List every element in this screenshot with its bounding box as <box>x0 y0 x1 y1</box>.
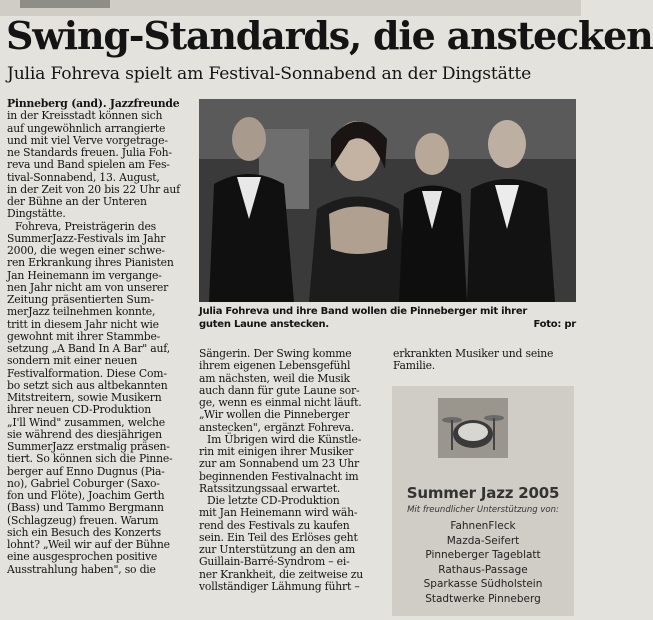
column-line: tiert. So können sich die Pinne- <box>7 452 173 466</box>
column-line: Im Übrigen wird die Künstle- <box>207 432 362 446</box>
column-line: bo setzt sich aus altbekannten <box>7 378 168 392</box>
column-line: „I'll Wind" zusammen, welche <box>7 415 165 429</box>
column-line: vollständiger Lähmung führt – <box>199 579 360 593</box>
column-line: fon und Flöte), Joachim Gerth <box>7 489 165 502</box>
column-line: rin mit einigen ihrer Musiker <box>199 445 354 458</box>
sponsor-item: Rathaus-Passage <box>438 563 528 576</box>
caption-line-2: guten Laune anstecken. <box>199 318 329 330</box>
column-line: berger auf Enno Dugnus (Pia- <box>7 464 165 478</box>
column-line: Ratssitzungssaal erwartet. <box>199 481 341 495</box>
column-line: auch dann für gute Laune sor- <box>199 383 360 397</box>
column-line: no), Gabriel Coburger (Saxo- <box>7 476 160 490</box>
article-subheadline: Julia Fohreva spielt am Festival-Sonnabend an der Dingstätte <box>7 64 532 84</box>
column-line: ren Erkrankung ihres Pianisten <box>7 256 174 270</box>
column-line: zur Unterstützung an den am <box>199 543 356 556</box>
column-line: eine ausgesprochen positive <box>7 550 158 564</box>
column-line: Pinneberg (and). Jazzfreunde <box>7 97 180 110</box>
sponsor-subtitle: Mit freundlicher Unterstützung von: <box>407 505 559 515</box>
column-line: ge, wenn es einmal nicht läuft. <box>199 396 362 409</box>
band-photo-image <box>199 99 576 302</box>
column-line: sondern mit einer neuen <box>7 354 138 368</box>
column-line: (Bass) und Tammo Bergmann <box>7 501 164 515</box>
column-line: ihrer neuen CD-Produktion <box>7 403 151 417</box>
column-line: ihrem eigenen Lebensgefühl <box>199 359 351 373</box>
column-line: Guillain-Barré-Syndrom – ei- <box>199 555 350 569</box>
column-line: sich ein Besuch des Konzerts <box>7 525 161 539</box>
drum-kit-image <box>438 398 508 458</box>
column-line: „Wir wollen die Pinneberger <box>199 408 350 422</box>
column-line: in der Kreisstadt können sich <box>7 109 163 123</box>
column-line: Die letzte CD-Produktion <box>207 494 340 507</box>
band-photo <box>199 99 576 302</box>
sponsor-list <box>392 519 574 607</box>
column-line: auf ungewöhnlich arrangierte <box>7 121 166 135</box>
article-column-3 <box>393 348 574 373</box>
sponsor-title: Summer Jazz 2005 <box>406 484 560 502</box>
column-line: Fohreva, Preisträgerin des <box>15 219 156 233</box>
column-line: Ausstrahlung haben", so die <box>7 562 156 576</box>
column-line: ne Standards freuen. Julia Foh- <box>7 146 172 159</box>
column-line: Zeitung präsentierten Sum- <box>7 293 154 306</box>
column-line: SummerJazz erstmalig präsen- <box>7 440 170 453</box>
column-line: in der Zeit von 20 bis 22 Uhr auf <box>7 182 180 196</box>
column-line: beginnenden Festivalnacht im <box>199 469 359 483</box>
sponsor-item: Sparkasse Südholstein <box>423 578 543 591</box>
column-line: erkrankten Musiker und seine <box>393 347 554 360</box>
column-line: setzung „A Band In A Bar" auf, <box>7 342 170 355</box>
column-line: 2000, die wegen einer schwe- <box>7 244 165 257</box>
column-line: ner Krankheit, die zeitweise zu <box>199 567 364 581</box>
column-line: anstecken", ergänzt Fohreva. <box>199 420 355 434</box>
caption-line-1: Julia Fohreva und ihre Band wollen die Pinneberger mit ihrer <box>199 306 528 317</box>
column-line: lohnt? „Weil wir auf der Bühne <box>7 538 170 551</box>
column-line: reva und Band spielen am Fes- <box>7 158 170 172</box>
column-line: Sängerin. Der Swing komme <box>199 347 352 360</box>
column-line: sie während des diesjährigen <box>7 427 162 441</box>
photo-credit: Foto: pr <box>533 318 576 330</box>
sponsor-item: FahnenFleck <box>450 520 516 532</box>
column-line: SummerJazz-Festivals im Jahr <box>7 231 166 245</box>
column-line: (Schlagzeug) freuen. Warum <box>7 513 159 527</box>
article-column-1 <box>7 98 193 576</box>
article-headline: Swing-Standards, die anstecken <box>6 13 653 58</box>
sponsor-item: Stadtwerke Pinneberg <box>425 592 541 605</box>
column-line: gewohnt mit ihrer Stammbe- <box>7 329 161 343</box>
top-strip-bar <box>20 0 110 8</box>
article-column-2 <box>199 348 387 593</box>
sponsor-item: Pinneberger Tageblatt <box>425 549 541 562</box>
column-line: nen Jahr nicht am von unserer <box>7 280 169 294</box>
sponsor-item: Mazda-Seifert <box>446 534 520 547</box>
column-line: zur am Sonnabend um 23 Uhr <box>199 457 359 471</box>
column-line: rend des Festivals zu kaufen <box>199 518 350 532</box>
column-line: Jan Heinemann im vergange- <box>7 268 162 282</box>
column-line: tival-Sonnabend, 13. August, <box>7 170 160 184</box>
column-line: Mitstreitern, sowie Musikern <box>7 391 162 404</box>
column-line: tritt in diesem Jahr nicht wie <box>7 317 159 331</box>
column-line: Familie. <box>393 359 436 373</box>
column-line: Dingstätte. <box>7 207 66 221</box>
column-line: am nächsten, weil die Musik <box>199 371 350 385</box>
photo-caption <box>199 306 576 331</box>
column-line: Festivalformation. Diese Com- <box>7 366 167 380</box>
column-line: der Bühne an der Unteren <box>7 195 147 208</box>
column-line: mit Jan Heinemann wird wäh- <box>199 506 358 520</box>
column-line: merJazz teilnehmen konnte, <box>7 305 156 319</box>
column-line: und mit viel Verve vorgetrage- <box>7 133 168 147</box>
column-line: sein. Ein Teil des Erlöses geht <box>199 530 358 544</box>
sponsor-box <box>392 386 574 616</box>
